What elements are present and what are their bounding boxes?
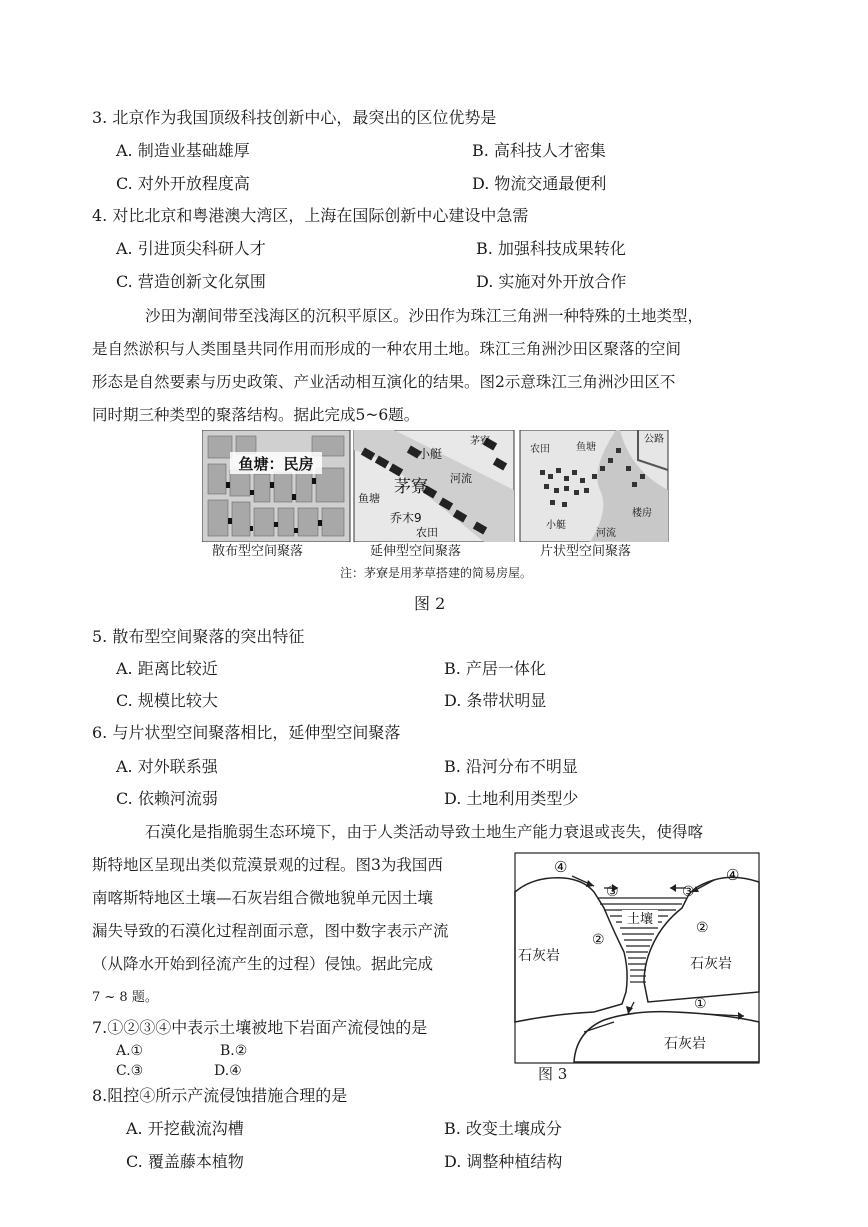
figure2-caption-extended: 延伸型空间聚落 xyxy=(370,544,462,559)
q7-option-b: B.② xyxy=(220,1043,248,1059)
q6-stem: 6. 与片状型空间聚落相比，延伸型空间聚落 xyxy=(92,723,401,742)
map-patchy xyxy=(520,430,668,542)
rock-bottom-label: 石灰岩 xyxy=(664,1036,706,1052)
soil-label: 土壤 xyxy=(626,912,654,927)
label-runoff-3-left: ③ xyxy=(606,884,619,900)
passage2-line3: 南喀斯特地区土壤—石灰岩组合微地貌单元因土壤 xyxy=(92,889,434,907)
q3-option-c: C. 对外开放程度高 xyxy=(116,174,250,193)
passage2-line5: （从降水开始到径流产生的过程）侵蚀。据此完成 xyxy=(92,955,434,973)
settlement-maps xyxy=(202,430,672,542)
map2-label-hut: 茅寮 xyxy=(394,477,428,497)
figure-2-maps xyxy=(202,430,672,542)
passage1-line3: 形态是自然要素与历史政策、产业活动相互演化的结果。图2示意珠江三角洲沙田区不 xyxy=(92,373,676,391)
map2-label-tree: 乔木9 xyxy=(390,511,422,525)
map-scattered xyxy=(202,430,350,542)
passage-shatian xyxy=(92,300,792,432)
karst-profile xyxy=(514,852,760,1064)
q7-option-a: A.① xyxy=(116,1043,144,1059)
label-runoff-3-right: ③ xyxy=(682,884,695,900)
q3-stem: 3. 北京作为我国顶级科技创新中心，最突出的区位优势是 xyxy=(92,108,497,127)
q4-option-c: C. 营造创新文化氛围 xyxy=(116,272,266,291)
passage1-line1: 沙田为潮间带至浅海区的沉积平原区。沙田作为珠江三角洲一种特殊的土地类型， xyxy=(145,307,704,325)
map2-label-river: 河流 xyxy=(450,472,472,485)
figure2-caption-scattered: 散布型空间聚落 xyxy=(212,544,304,559)
figure2-title: 图 2 xyxy=(414,594,446,613)
map3-label-building: 楼房 xyxy=(632,508,652,519)
q4-stem: 4. 对比北京和粤港澳大湾区，上海在国际创新中心建设中急需 xyxy=(92,206,529,225)
rock-right-label: 石灰岩 xyxy=(690,956,732,972)
label-runoff-4-left: ④ xyxy=(554,858,568,876)
passage2-line2: 斯特地区呈现出类似荒漠景观的过程。图3为我国西 xyxy=(92,856,443,874)
q6-option-a: A. 对外联系强 xyxy=(116,757,218,776)
q3-option-b: B. 高科技人才密集 xyxy=(472,141,606,160)
figure3-title: 图 3 xyxy=(538,1065,568,1083)
q8-option-d: D. 调整种植结构 xyxy=(444,1152,563,1171)
q5-option-a: A. 距离比较近 xyxy=(116,659,218,678)
q8-option-c: C. 覆盖藤本植物 xyxy=(126,1152,244,1171)
map3-label-river: 河流 xyxy=(596,528,616,539)
rock-left-label: 石灰岩 xyxy=(518,948,560,964)
q6-option-d: D. 土地利用类型少 xyxy=(444,789,579,808)
passage2-line1: 石漠化是指脆弱生态环境下，由于人类活动导致土地生产能力衰退或丧失，使得喀 xyxy=(145,823,704,841)
label-runoff-4-right: ④ xyxy=(726,866,740,884)
q8-stem: 8.阻控④所示产流侵蚀措施合理的是 xyxy=(92,1086,348,1105)
q4-option-a: A. 引进顶尖科研人才 xyxy=(116,239,266,258)
figure-3-diagram xyxy=(514,852,760,1064)
label-runoff-2-right: ② xyxy=(696,920,709,936)
q5-stem: 5. 散布型空间聚落的突出特征 xyxy=(92,627,305,646)
map3-label-road: 公路 xyxy=(644,434,664,445)
map2-label-pond: 鱼塘 xyxy=(358,492,380,505)
q3-option-a: A. 制造业基础雄厚 xyxy=(116,141,250,160)
q5-option-b: B. 产居一体化 xyxy=(444,659,546,678)
map1-label: 鱼塘：民房 xyxy=(238,455,314,473)
q5-option-c: C. 规模比较大 xyxy=(116,691,218,710)
q4-option-b: B. 加强科技成果转化 xyxy=(476,239,626,258)
q6-option-b: B. 沿河分布不明显 xyxy=(444,757,578,776)
passage2-line4: 漏失导致的石漠化过程剖面示意，图中数字表示产流 xyxy=(92,922,449,940)
map2-label-farmland: 农田 xyxy=(416,526,438,539)
q8-option-a: A. 开挖截流沟槽 xyxy=(126,1119,244,1138)
map3-label-boat: 小艇 xyxy=(546,520,566,531)
q3-option-d: D. 物流交通最便利 xyxy=(472,174,607,193)
figure2-note: 注：茅寮是用茅草搭建的简易房屋。 xyxy=(340,566,533,580)
q7-stem: 7.①②③④中表示土壤被地下岩面产流侵蚀的是 xyxy=(92,1018,428,1037)
q7-option-c: C.③ xyxy=(116,1063,144,1079)
passage2-line6: 7 ~ 8 题。 xyxy=(92,990,158,1005)
figure2-caption-patchy: 片状型空间聚落 xyxy=(540,544,632,559)
q8-option-b: B. 改变土壤成分 xyxy=(444,1119,562,1138)
q6-option-c: C. 依赖河流弱 xyxy=(116,789,218,808)
passage1-line2: 是自然淤积与人类围垦共同作用而形成的一种农用土地。珠江三角洲沙田区聚落的空间 xyxy=(92,340,682,358)
q5-option-d: D. 条带状明显 xyxy=(444,691,547,710)
label-runoff-1: ① xyxy=(694,996,707,1012)
q7-option-d: D.④ xyxy=(214,1063,242,1079)
passage1-line4: 同时期三种类型的聚落结构。据此完成5~6题。 xyxy=(92,406,420,424)
map3-label-farmland: 农田 xyxy=(530,444,550,455)
map2-label-boat: 小艇 xyxy=(418,447,443,461)
map3-label-pond: 鱼塘 xyxy=(576,442,596,453)
q4-option-d: D. 实施对外开放合作 xyxy=(476,272,627,291)
map-extended xyxy=(354,430,514,542)
label-runoff-2-left: ② xyxy=(592,932,605,948)
map2-label-hut-small: 茅寮 xyxy=(470,436,490,447)
